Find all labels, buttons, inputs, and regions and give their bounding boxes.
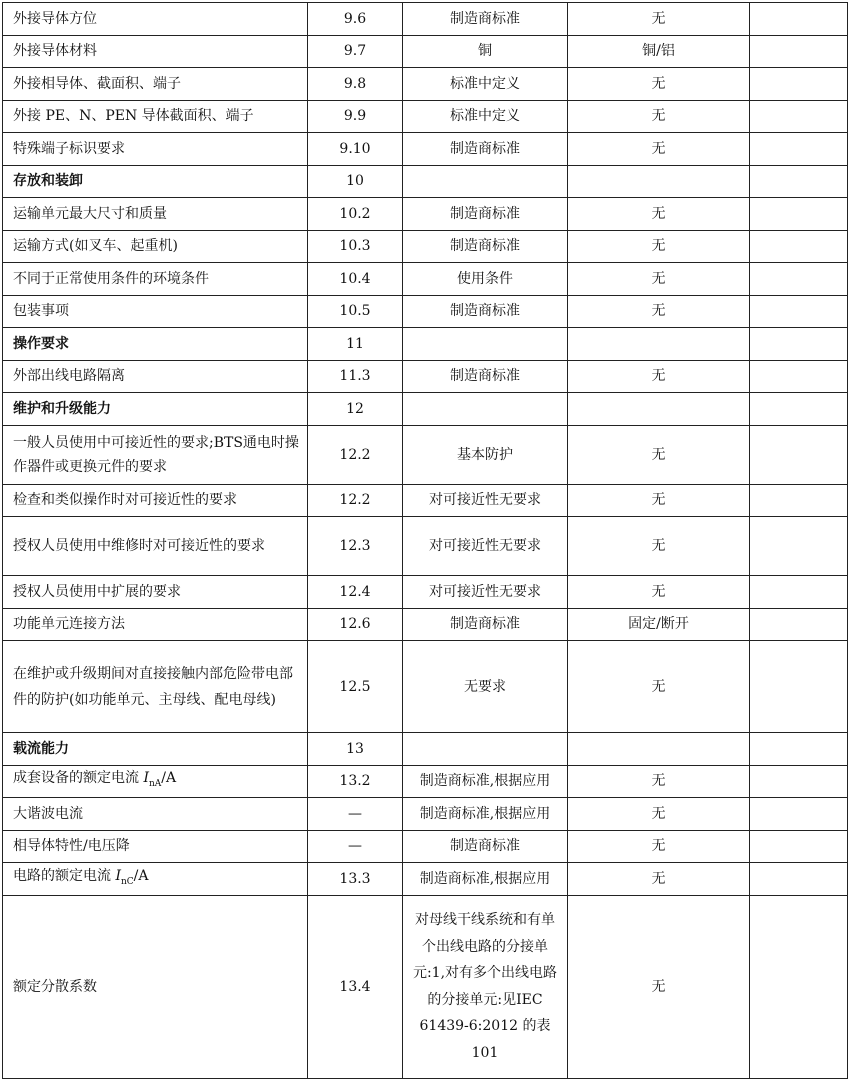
options-cell: 铜/铝: [568, 35, 750, 68]
table-row: [3, 35, 848, 68]
section-title-cell: [3, 165, 308, 198]
clause-cell: —: [308, 830, 403, 863]
default-arrangement-cell: 铜: [403, 35, 568, 68]
default-arrangement-cell: 标准中定义: [403, 68, 568, 101]
feature-cell: [3, 3, 308, 36]
feature-cell: [3, 263, 308, 296]
feature-label: 功能单元连接方法: [13, 616, 125, 633]
feature-label: 外接相导体、截面积、端子: [13, 75, 181, 92]
feature-cell: [3, 360, 308, 393]
default-arrangement-cell: 制造商标准: [403, 360, 568, 393]
options-cell: 无: [568, 230, 750, 263]
feature-cell: [3, 608, 308, 641]
feature-label: 额定分散系数: [13, 978, 97, 995]
user-selection-cell: [750, 895, 848, 1078]
section-title-cell: [3, 733, 308, 766]
table-row: [3, 295, 848, 328]
options-cell: [568, 328, 750, 361]
feature-label: 运输单元最大尺寸和质量: [13, 205, 167, 222]
feature-label: 电路的额定电流: [13, 867, 116, 884]
feature-label: 在维护或升级期间对直接接触内部危险带电部件的防护(如功能单元、主母线、配电母线): [13, 665, 293, 708]
default-arrangement-cell: 制造商标准: [403, 608, 568, 641]
options-cell: 无: [568, 517, 750, 576]
table-row: [3, 641, 848, 733]
clause-cell: 10.2: [308, 198, 403, 231]
default-arrangement-cell: [403, 393, 568, 426]
table-row: [3, 230, 848, 263]
options-cell: 无: [568, 765, 750, 798]
feature-cell: [3, 133, 308, 166]
clause-cell: 9.7: [308, 35, 403, 68]
specification-table-body: [3, 3, 848, 1079]
options-cell: 无: [568, 68, 750, 101]
clause-cell: 13.2: [308, 765, 403, 798]
section-header-row: [3, 165, 848, 198]
section-header-row: [3, 328, 848, 361]
default-arrangement-cell: 制造商标准: [403, 230, 568, 263]
feature-label: 外部出线电路隔离: [13, 368, 125, 385]
quantity-symbol-subscript: nC: [120, 876, 134, 887]
feature-cell: [3, 100, 308, 133]
clause-cell: 11.3: [308, 360, 403, 393]
clause-cell: 10.4: [308, 263, 403, 296]
user-selection-cell: [750, 641, 848, 733]
default-arrangement-cell: 制造商标准: [403, 295, 568, 328]
default-arrangement-cell: 制造商标准: [403, 133, 568, 166]
options-cell: 无: [568, 3, 750, 36]
feature-label: 相导体特性/电压降: [13, 838, 130, 855]
default-arrangement-cell: 对可接近性无要求: [403, 576, 568, 609]
table-row: [3, 425, 848, 484]
feature-cell: [3, 68, 308, 101]
default-arrangement-cell: 制造商标准: [403, 198, 568, 231]
clause-cell: 12.6: [308, 608, 403, 641]
feature-label: 包装事项: [13, 303, 69, 320]
options-cell: 无: [568, 484, 750, 517]
quantity-symbol-letter: I: [115, 867, 121, 884]
default-arrangement-cell: 对母线干线系统和有单个出线电路的分接单元:1,对有多个出线电路的分接单元:见IEC 61439-6:2012 的表 101: [403, 895, 568, 1078]
user-selection-cell: [750, 517, 848, 576]
user-selection-cell: [750, 263, 848, 296]
clause-cell: 10: [308, 165, 403, 198]
table-row: [3, 895, 848, 1078]
feature-cell: [3, 425, 308, 484]
options-cell: 无: [568, 198, 750, 231]
user-selection-cell: [750, 393, 848, 426]
feature-label: 外接导体材料: [13, 43, 97, 60]
quantity-symbol-subscript: nA: [148, 779, 162, 790]
feature-label: 载流能力: [13, 740, 69, 757]
options-cell: 无: [568, 360, 750, 393]
feature-cell: [3, 35, 308, 68]
options-cell: [568, 733, 750, 766]
clause-cell: 13.3: [308, 863, 403, 896]
user-selection-cell: [750, 230, 848, 263]
feature-cell: [3, 230, 308, 263]
default-arrangement-cell: 制造商标准,根据应用: [403, 765, 568, 798]
feature-label: 存放和装卸: [13, 173, 83, 190]
user-selection-cell: [750, 165, 848, 198]
user-selection-cell: [750, 608, 848, 641]
default-arrangement-cell: 制造商标准,根据应用: [403, 863, 568, 896]
clause-cell: 12.2: [308, 425, 403, 484]
user-selection-cell: [750, 576, 848, 609]
feature-cell: [3, 576, 308, 609]
feature-cell: [3, 641, 308, 733]
default-arrangement-cell: 基本防护: [403, 425, 568, 484]
user-selection-cell: [750, 100, 848, 133]
feature-cell: [3, 295, 308, 328]
table-row: [3, 765, 848, 798]
user-selection-cell: [750, 360, 848, 393]
feature-cell: [3, 484, 308, 517]
default-arrangement-cell: [403, 165, 568, 198]
table-row: [3, 517, 848, 576]
clause-cell: 12.5: [308, 641, 403, 733]
user-selection-cell: [750, 798, 848, 831]
user-selection-cell: [750, 328, 848, 361]
quantity-symbol: [115, 867, 134, 887]
feature-label: 操作要求: [13, 335, 69, 352]
clause-cell: 12.3: [308, 517, 403, 576]
feature-label: 维护和升级能力: [13, 400, 111, 417]
options-cell: 固定/断开: [568, 608, 750, 641]
clause-cell: 10.3: [308, 230, 403, 263]
feature-label: 成套设备的额定电流: [13, 770, 144, 787]
options-cell: 无: [568, 295, 750, 328]
default-arrangement-cell: 制造商标准: [403, 3, 568, 36]
options-cell: 无: [568, 263, 750, 296]
table-row: [3, 3, 848, 36]
section-header-row: [3, 393, 848, 426]
table-row: [3, 798, 848, 831]
table-row: [3, 68, 848, 101]
feature-label: 一般人员使用中可接近性的要求;BTS通电时操作器件或更换元件的要求: [13, 434, 299, 475]
table-row: [3, 484, 848, 517]
clause-cell: 9.6: [308, 3, 403, 36]
clause-cell: 9.8: [308, 68, 403, 101]
quantity-unit: /A: [133, 867, 149, 884]
options-cell: 无: [568, 133, 750, 166]
clause-cell: 13.4: [308, 895, 403, 1078]
default-arrangement-cell: [403, 328, 568, 361]
specification-table: [2, 2, 848, 1079]
table-row: [3, 360, 848, 393]
quantity-symbol-letter: I: [143, 770, 149, 787]
quantity-unit: /A: [161, 770, 177, 787]
clause-cell: 12.2: [308, 484, 403, 517]
default-arrangement-cell: [403, 733, 568, 766]
clause-cell: 9.10: [308, 133, 403, 166]
options-cell: [568, 393, 750, 426]
clause-cell: —: [308, 798, 403, 831]
clause-cell: 10.5: [308, 295, 403, 328]
feature-label: 外接导体方位: [13, 10, 97, 27]
default-arrangement-cell: 标准中定义: [403, 100, 568, 133]
feature-cell: [3, 198, 308, 231]
options-cell: 无: [568, 576, 750, 609]
table-row: [3, 263, 848, 296]
feature-cell: [3, 895, 308, 1078]
user-selection-cell: [750, 35, 848, 68]
section-header-row: [3, 733, 848, 766]
options-cell: 无: [568, 425, 750, 484]
user-selection-cell: [750, 425, 848, 484]
feature-cell: [3, 798, 308, 831]
feature-cell: [3, 517, 308, 576]
feature-label: 大谐波电流: [13, 805, 83, 822]
options-cell: 无: [568, 641, 750, 733]
feature-cell: [3, 830, 308, 863]
feature-label: 不同于正常使用条件的环境条件: [13, 270, 209, 287]
feature-label: 运输方式(如叉车、起重机): [13, 238, 178, 255]
default-arrangement-cell: 对可接近性无要求: [403, 517, 568, 576]
default-arrangement-cell: 使用条件: [403, 263, 568, 296]
table-row: [3, 863, 848, 896]
default-arrangement-cell: 制造商标准: [403, 830, 568, 863]
default-arrangement-cell: 无要求: [403, 641, 568, 733]
options-cell: 无: [568, 100, 750, 133]
clause-cell: 9.9: [308, 100, 403, 133]
options-cell: 无: [568, 798, 750, 831]
clause-cell: 12: [308, 393, 403, 426]
options-cell: 无: [568, 830, 750, 863]
default-arrangement-cell: 制造商标准,根据应用: [403, 798, 568, 831]
table-row: [3, 133, 848, 166]
user-selection-cell: [750, 863, 848, 896]
section-title-cell: [3, 328, 308, 361]
user-selection-cell: [750, 733, 848, 766]
feature-cell: [3, 863, 308, 896]
table-row: [3, 576, 848, 609]
options-cell: 无: [568, 863, 750, 896]
options-cell: [568, 165, 750, 198]
feature-label: 检查和类似操作时对可接近性的要求: [13, 492, 237, 509]
quantity-symbol: [143, 770, 162, 790]
table-row: [3, 100, 848, 133]
table-row: [3, 830, 848, 863]
clause-cell: 12.4: [308, 576, 403, 609]
feature-label: 特殊端子标识要求: [13, 140, 125, 157]
user-selection-cell: [750, 133, 848, 166]
user-selection-cell: [750, 3, 848, 36]
table-row: [3, 608, 848, 641]
user-selection-cell: [750, 68, 848, 101]
feature-cell: [3, 765, 308, 798]
feature-label: 授权人员使用中维修时对可接近性的要求: [13, 538, 265, 554]
user-selection-cell: [750, 198, 848, 231]
user-selection-cell: [750, 830, 848, 863]
clause-cell: 11: [308, 328, 403, 361]
section-title-cell: [3, 393, 308, 426]
clause-cell: 13: [308, 733, 403, 766]
options-cell: 无: [568, 895, 750, 1078]
feature-label: 外接 PE、N、PEN 导体截面积、端子: [13, 108, 254, 125]
default-arrangement-cell: 对可接近性无要求: [403, 484, 568, 517]
feature-label: 授权人员使用中扩展的要求: [13, 583, 181, 600]
table-row: [3, 198, 848, 231]
user-selection-cell: [750, 484, 848, 517]
user-selection-cell: [750, 295, 848, 328]
user-selection-cell: [750, 765, 848, 798]
